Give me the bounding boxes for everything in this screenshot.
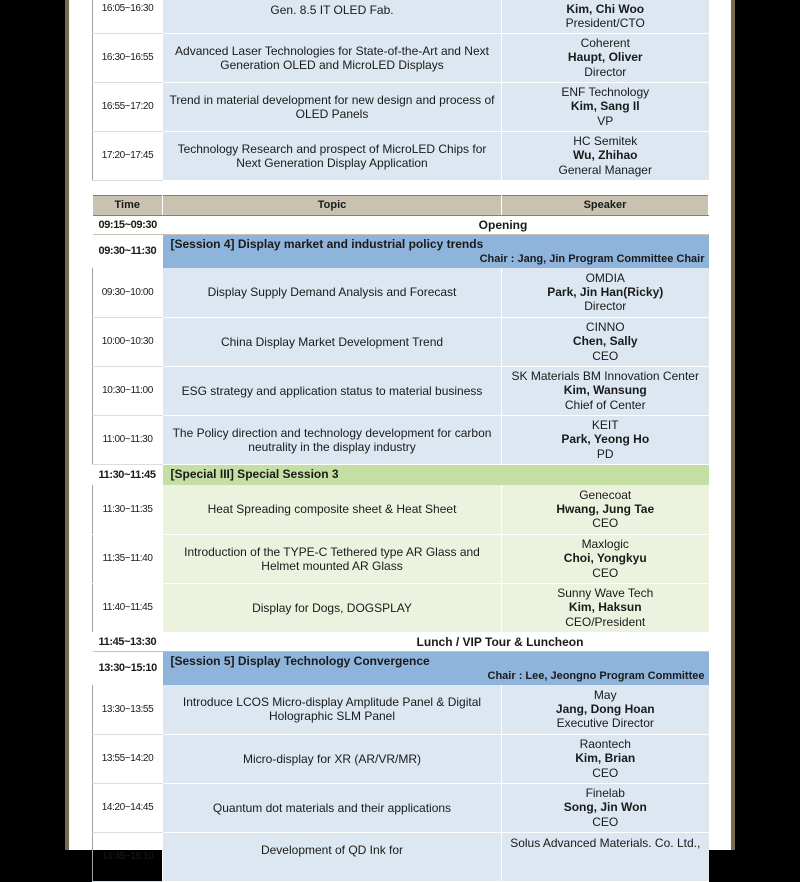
- speaker-org: ENF Technology: [561, 85, 650, 100]
- program-content: [92, 0, 708, 882]
- speaker-org: Coherent: [580, 36, 630, 51]
- speaker-title: CEO: [592, 814, 619, 829]
- talk-row: [93, 82, 709, 131]
- speaker-title: CEO/President: [565, 614, 646, 629]
- speaker-title: Director: [584, 299, 627, 314]
- speaker-title: Director: [584, 64, 627, 79]
- speaker-org: Solus Advanced Materials. Co. Ltd.,: [510, 835, 701, 850]
- session-title-cell: [163, 234, 709, 268]
- speaker-org: HC Semitek: [573, 134, 638, 149]
- speaker-title: CEO: [592, 565, 619, 580]
- speaker-name: Wu, Zhihao: [573, 148, 638, 163]
- talk-topic: ESG strategy and application status to material business: [163, 366, 502, 415]
- lunch-row: [93, 632, 709, 651]
- talk-time: 13:30~13:55: [93, 685, 163, 734]
- speaker-cell: [502, 583, 709, 632]
- session-chair: Chair : Lee, Jeongno Program Committee: [487, 669, 705, 682]
- talk-time: 17:20~17:45: [93, 131, 163, 180]
- talk-topic: Micro-display for XR (AR/VR/MR): [163, 734, 502, 783]
- speaker-name: Park, Yeong Ho: [561, 432, 650, 447]
- table-gap: [92, 181, 708, 195]
- speaker-name: Hwang, Jung Tae: [556, 502, 655, 517]
- speaker-title: CEO: [592, 348, 619, 363]
- special-3-header: [93, 464, 709, 485]
- speaker-name: Kim, Haksun: [568, 600, 642, 615]
- speaker-title: President/CTO: [565, 16, 645, 31]
- speaker-title: General Manager: [558, 162, 652, 177]
- speaker-cell: [502, 415, 709, 464]
- table-header: [93, 195, 709, 215]
- talk-topic: Gen. 8.5 IT OLED Fab.: [163, 0, 502, 33]
- talk-time: 16:55~17:20: [93, 82, 163, 131]
- session-title: [Special III] Special Session 3: [170, 467, 339, 482]
- speaker-org: Sunny Wave Tech: [557, 586, 654, 601]
- opening-row: [93, 215, 709, 234]
- speaker-name: Chen, Sally: [572, 334, 638, 349]
- talk-topic: Quantum dot materials and their applications: [163, 783, 502, 832]
- session-title: [Session 4] Display market and industrial policy trends: [170, 236, 484, 251]
- speaker-name: Kim, Brian: [575, 751, 636, 766]
- speaker-cell: [502, 685, 709, 734]
- talk-topic: China Display Market Development Trend: [163, 317, 502, 366]
- talk-topic: Trend in material development for new design and process of OLED Panels: [163, 82, 502, 131]
- speaker-cell: [502, 317, 709, 366]
- talk-topic: Introduce LCOS Micro-display Amplitude Panel & Digital Holographic SLM Panel: [163, 685, 502, 734]
- speaker-name: Song, Jin Won: [563, 800, 647, 815]
- session-time: 09:30~11:30: [98, 245, 157, 258]
- talk-topic: Technology Research and prospect of MicroLED Chips for Next Generation Display Application: [163, 131, 502, 180]
- header-speaker: Speaker: [502, 195, 709, 215]
- day1-afternoon-table: [92, 0, 709, 181]
- lunch-time: 11:45~13:30: [93, 632, 163, 651]
- speaker-org: KEIT: [591, 418, 619, 433]
- speaker-title: PD: [596, 446, 614, 461]
- speaker-cell: [502, 131, 709, 180]
- speaker-org: Raontech: [579, 737, 631, 752]
- talk-row: [93, 783, 709, 832]
- speaker-cell: [502, 268, 709, 317]
- talk-row: [93, 317, 709, 366]
- talk-row: [93, 268, 709, 317]
- talk-time: 11:40~11:45: [93, 583, 163, 632]
- talk-time: 11:30~11:35: [93, 485, 163, 534]
- talk-topic: The Policy direction and technology development for carbon neutrality in the display industry: [163, 415, 502, 464]
- talk-row: [93, 832, 709, 881]
- talk-row: [93, 415, 709, 464]
- day2-morning-table: [92, 195, 709, 882]
- header-time: Time: [93, 195, 163, 215]
- speaker-cell: [502, 734, 709, 783]
- speaker-cell: [502, 783, 709, 832]
- lunch-label: Lunch / VIP Tour & Luncheon: [163, 632, 709, 651]
- speaker-title: Executive Director: [556, 716, 654, 731]
- talk-row: [93, 534, 709, 583]
- talk-time: 16:30~16:55: [93, 33, 163, 82]
- talk-time: 11:35~11:40: [93, 534, 163, 583]
- speaker-title: VP: [597, 113, 614, 128]
- speaker-org: OMDIA: [585, 270, 625, 285]
- talk-time: 09:30~10:00: [93, 268, 163, 317]
- talk-time: 13:55~14:20: [93, 734, 163, 783]
- speaker-org: Maxlogic: [581, 537, 629, 552]
- speaker-org: SK Materials BM Innovation Center: [511, 369, 699, 384]
- speaker-title: CEO: [592, 516, 619, 531]
- talk-time: 14:45~15:10: [93, 832, 163, 881]
- opening-label: Opening: [163, 215, 709, 234]
- speaker-org: CINNO: [585, 320, 625, 335]
- talk-row: [93, 366, 709, 415]
- talk-topic: Display for Dogs, DOGSPLAY: [163, 583, 502, 632]
- talk-topic: Advanced Laser Technologies for State-of-the-Art and Next Generation OLED and MicroLED Displays: [163, 33, 502, 82]
- session-time: 11:30~11:45: [98, 468, 156, 481]
- talk-topic: Development of QD Ink for: [163, 832, 502, 881]
- talk-row: [93, 33, 709, 82]
- speaker-cell: [502, 366, 709, 415]
- speaker-name: Jang, Dong Hoan: [555, 702, 655, 717]
- speaker-cell: [502, 0, 709, 33]
- session-chair: Chair : Jang, Jin Program Committee Chair: [479, 252, 705, 265]
- speaker-cell: [502, 534, 709, 583]
- speaker-name: Haupt, Oliver: [567, 50, 643, 65]
- speaker-cell: [502, 82, 709, 131]
- speaker-cell: [502, 832, 709, 881]
- speaker-cell: [502, 485, 709, 534]
- speaker-org: Genecoat: [579, 487, 632, 502]
- talk-time: 10:00~10:30: [93, 317, 163, 366]
- speaker-name: Kim, Chi Woo: [566, 1, 645, 16]
- session-title: [Session 5] Display Technology Convergence: [170, 653, 430, 668]
- session-4-header: [93, 234, 709, 268]
- talk-row: [93, 685, 709, 734]
- opening-time: 09:15~09:30: [93, 215, 163, 234]
- speaker-org: May: [593, 687, 617, 702]
- session-title-cell: [163, 651, 709, 685]
- speaker-name: Kim, Sang Il: [570, 99, 640, 114]
- session-time: 13:30~15:10: [98, 662, 157, 675]
- speaker-cell: [502, 33, 709, 82]
- talk-topic: Introduction of the TYPE-C Tethered type AR Glass and Helmet mounted AR Glass: [163, 534, 502, 583]
- talk-time: 11:00~11:30: [93, 415, 163, 464]
- talk-row: [93, 734, 709, 783]
- talk-row: [93, 0, 709, 33]
- speaker-title: Chief of Center: [564, 397, 646, 412]
- speaker-name: Park, Jin Han(Ricky): [547, 285, 664, 300]
- speaker-name: Kim, Wansung: [563, 383, 647, 398]
- talk-row: [93, 583, 709, 632]
- talk-time: 10:30~11:00: [93, 366, 163, 415]
- header-topic: Topic: [163, 195, 502, 215]
- session-5-header: [93, 651, 709, 685]
- talk-row: [93, 485, 709, 534]
- speaker-title: CEO: [592, 765, 619, 780]
- session-title-cell: [163, 464, 709, 485]
- talk-topic: Heat Spreading composite sheet & Heat Sheet: [163, 485, 502, 534]
- speaker-org: Finelab: [585, 786, 625, 801]
- talk-time: 14:20~14:45: [93, 783, 163, 832]
- program-page: [69, 0, 731, 862]
- talk-topic: Display Supply Demand Analysis and Forecast: [163, 268, 502, 317]
- talk-time: 16:05~16:30: [93, 0, 163, 33]
- talk-row: [93, 131, 709, 180]
- speaker-name: Choi, Yongkyu: [563, 551, 647, 566]
